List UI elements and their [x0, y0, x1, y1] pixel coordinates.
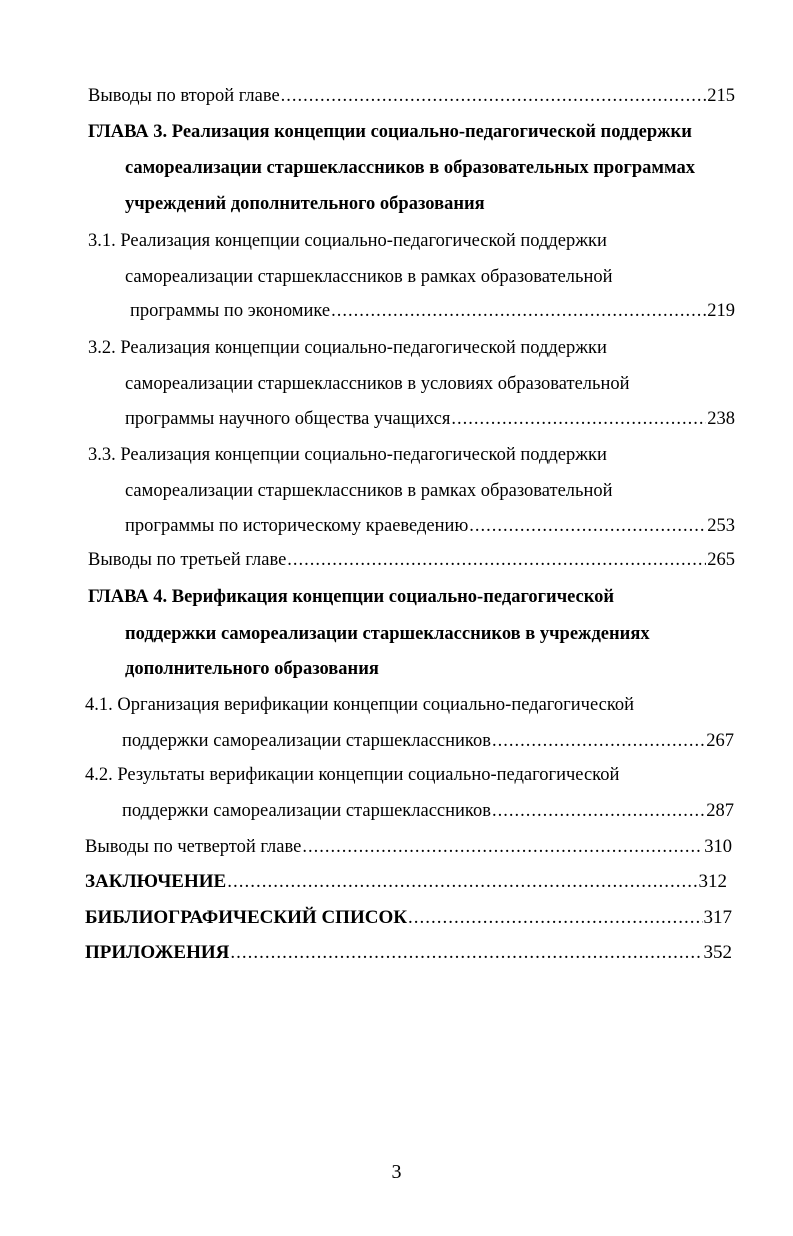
toc-page-number: 352 [703, 942, 732, 963]
toc-chapter-4-line-1 [88, 582, 614, 612]
toc-section-3-3-line-3 [125, 511, 735, 541]
toc-page-number: 219 [707, 301, 735, 321]
toc-leader-dots [492, 726, 705, 756]
toc-chapter-title: учреждений дополнительного образования [125, 194, 485, 214]
toc-entry-title: Выводы по четвертой главе [85, 837, 302, 857]
toc-section-4-1-line-1 [85, 690, 634, 720]
toc-section-title: самореализации старшеклассников в рамках образовательной [125, 481, 613, 501]
toc-entry-title: БИБЛИОГРАФИЧЕСКИЙ СПИСОК [85, 907, 408, 928]
toc-section-3-1-line-2 [125, 262, 613, 292]
toc-page-number: 238 [707, 409, 735, 429]
toc-page-number: 310 [704, 837, 732, 857]
toc-section-title: самореализации старшеклассников в условиях образовательной [125, 374, 630, 394]
toc-page-number: 215 [707, 86, 735, 106]
toc-chapter-title: ГЛАВА 4. Верификация концепции социально-педагогической [88, 587, 615, 607]
toc-leader-dots [281, 81, 707, 111]
toc-section-title: программы по историческому краеведению [125, 516, 469, 536]
toc-section-title: 4.1. Организация верификации концепции социально-педагогической [85, 695, 635, 715]
toc-entry-conclusion [85, 867, 727, 897]
toc-entry-title: Выводы по третьей главе [88, 550, 287, 570]
toc-chapter-3-line-1 [88, 117, 692, 147]
toc-section-title: 4.2. Результаты верификации концепции социально-педагогической [85, 765, 620, 785]
toc-entry-ch2-conclusion [88, 81, 735, 111]
toc-entry-title: Выводы по второй главе [88, 86, 280, 106]
toc-page-number: 267 [706, 731, 734, 751]
toc-leader-dots [408, 903, 702, 933]
toc-section-title: программы научного общества учащихся [125, 409, 451, 429]
toc-chapter-title: поддержки самореализации старшеклассников в учреждениях [125, 624, 650, 644]
toc-leader-dots [230, 938, 702, 968]
toc-section-3-2-line-2 [125, 369, 630, 399]
toc-section-4-2-line-2 [122, 796, 734, 826]
toc-leader-dots [451, 404, 706, 434]
toc-section-4-2-line-1 [85, 760, 619, 790]
toc-section-title: самореализации старшеклассников в рамках образовательной [125, 267, 613, 287]
toc-leader-dots [492, 796, 705, 826]
toc-entry-appendices [85, 938, 732, 968]
toc-section-3-2-line-3 [125, 404, 735, 434]
toc-chapter-4-line-2 [125, 619, 650, 649]
toc-page-number: 317 [703, 907, 732, 928]
toc-entry-title: ЗАКЛЮЧЕНИЕ [85, 871, 227, 892]
toc-section-title: 3.3. Реализация концепции социально-педагогической поддержки [88, 445, 607, 465]
toc-chapter-3-line-3 [125, 189, 485, 219]
toc-leader-dots [469, 511, 706, 541]
page-number: 3 [391, 1161, 402, 1183]
toc-leader-dots [302, 832, 703, 862]
toc-page-number: 253 [707, 516, 735, 536]
toc-entry-title: ПРИЛОЖЕНИЯ [85, 942, 230, 963]
toc-section-4-1-line-2 [122, 726, 734, 756]
toc-chapter-title: самореализации старшеклассников в образовательных программах [125, 158, 695, 178]
toc-section-3-3-line-2 [125, 476, 613, 506]
toc-page-number: 265 [707, 550, 735, 570]
toc-section-title: поддержки самореализации старшеклассников [122, 731, 491, 751]
toc-section-3-3-line-1 [88, 440, 607, 470]
toc-entry-ch4-conclusion [85, 832, 732, 862]
toc-section-title: 3.2. Реализация концепции социально-педагогической поддержки [88, 338, 607, 358]
toc-leader-dots [287, 545, 706, 575]
toc-chapter-title: ГЛАВА 3. Реализация концепции социально-педагогической поддержки [88, 122, 692, 142]
toc-section-title: 3.1. Реализация концепции социально-педагогической поддержки [88, 231, 607, 251]
toc-chapter-title: дополнительного образования [125, 659, 379, 679]
toc-section-title: поддержки самореализации старшеклассников [122, 801, 491, 821]
toc-page-number: 287 [706, 801, 734, 821]
toc-leader-dots [331, 296, 706, 326]
toc-section-3-1-line-3 [130, 296, 735, 326]
toc-chapter-3-line-2 [125, 153, 695, 183]
toc-entry-bibliography [85, 903, 732, 933]
toc-section-3-2-line-1 [88, 333, 607, 363]
toc-leader-dots [227, 867, 697, 897]
toc-chapter-4-line-3 [125, 654, 379, 684]
toc-entry-ch3-conclusion [88, 545, 735, 575]
toc-page-number: 312 [698, 871, 727, 892]
toc-section-title: программы по экономике [130, 301, 331, 321]
toc-section-3-1-line-1 [88, 226, 607, 256]
